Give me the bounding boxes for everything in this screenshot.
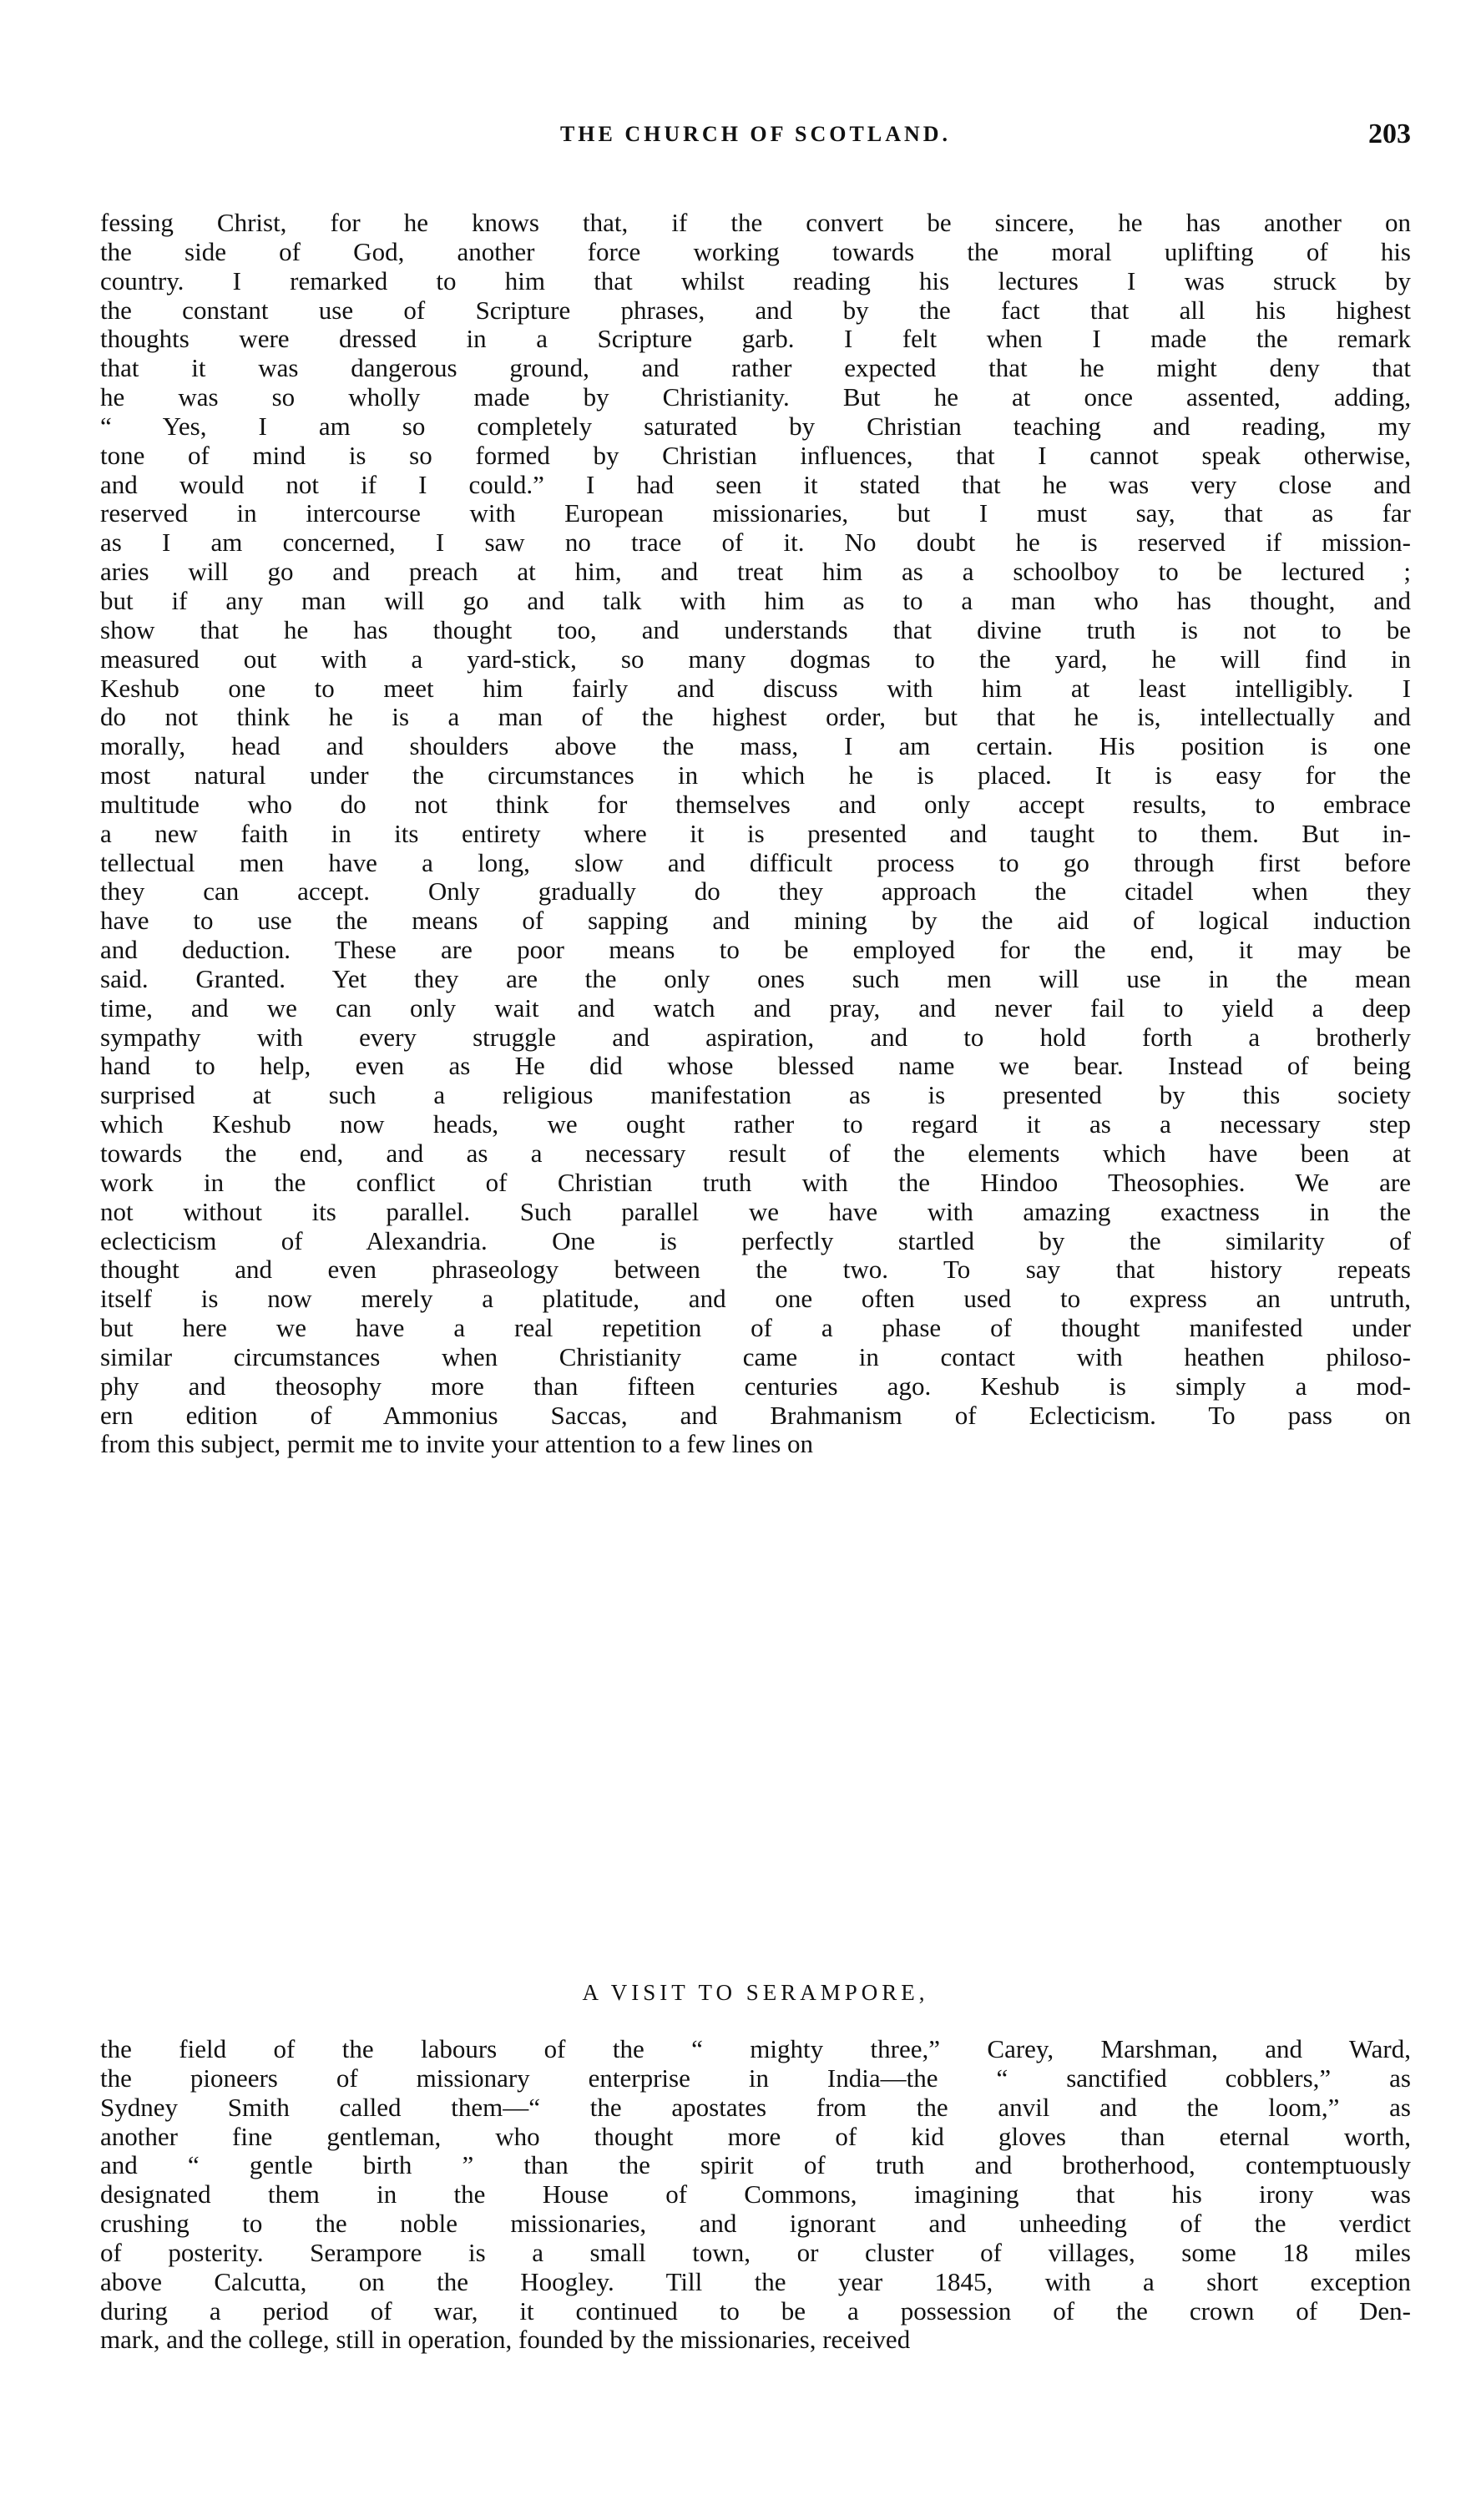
text-line: “ Yes, I am so completely saturated by Christian teaching and reading, my <box>100 412 1411 441</box>
text-line: multitude who do not think for themselves and only accept results, to embrace <box>100 790 1411 819</box>
text-line: sympathy with every struggle and aspiration, and to hold forth a brotherly <box>100 1023 1411 1052</box>
text-line: and would not if I could.” I had seen it stated that he was very close and <box>100 470 1411 499</box>
text-line: morally, head and shoulders above the mass, I am certain. His position is one <box>100 732 1411 761</box>
text-line: hand to help, even as He did whose blessed name we bear. Instead of being <box>100 1052 1411 1081</box>
text-line: measured out with a yard-stick, so many dogmas to the yard, he will find in <box>100 644 1411 674</box>
text-line: they can accept. Only gradually do they approach the citadel when they <box>100 877 1411 906</box>
text-line: show that he has thought too, and understands that divine truth is not to be <box>100 615 1411 644</box>
section-heading: A VISIT TO SERAMPORE, <box>582 1980 929 2005</box>
text-line: but here we have a real repetition of a phase of thought manifested under <box>100 1314 1411 1343</box>
text-line: said. Granted. Yet they are the only ones such men will use in the mean <box>100 964 1411 993</box>
text-line: eclecticism of Alexandria. One is perfectly startled by the similarity of <box>100 1226 1411 1255</box>
text-line: that it was dangerous ground, and rather expected that he might deny that <box>100 354 1411 383</box>
text-line: above Calcutta, on the Hoogley. Till the year 1845, with a short exception <box>100 2267 1411 2296</box>
text-line: he was so wholly made by Christianity. But he at once assented, adding, <box>100 383 1411 412</box>
text-line: as I am concerned, I saw no trace of it. No doubt he is reserved if mission- <box>100 528 1411 558</box>
text-line: itself is now merely a platitude, and one often used to express an untruth, <box>100 1285 1411 1314</box>
text-line: designated them in the House of Commons, imagining that his irony was <box>100 2180 1411 2209</box>
text-line: reserved in intercourse with European missionaries, but I must say, that as far <box>100 499 1411 528</box>
text-line: the side of God, another force working towards the moral uplifting of his <box>100 237 1411 266</box>
text-line: surprised at such a religious manifestation as is presented by this society <box>100 1081 1411 1110</box>
text-line: tellectual men have a long, slow and difficult process to go through first before <box>100 848 1411 877</box>
text-line: the pioneers of missionary enterprise in India—the “ sanctified cobblers,” as <box>100 2063 1411 2093</box>
text-line: thoughts were dressed in a Scripture garb. I felt when I made the remark <box>100 325 1411 354</box>
text-line: fessing Christ, for he knows that, if the convert be sincere, he has another on <box>100 209 1411 237</box>
text-line: country. I remarked to him that whilst reading his lectures I was struck by <box>100 266 1411 295</box>
text-line: and deduction. These are poor means to be employed for the end, it may be <box>100 936 1411 965</box>
text-line: which Keshub now heads, we ought rather to regard it as a necessary step <box>100 1110 1411 1139</box>
text-line: thought and even phraseology between the two. To say that history repeats <box>100 1255 1411 1285</box>
text-line: time, and we can only wait and watch and pray, and never fail to yield a deep <box>100 993 1411 1023</box>
text-line: during a period of war, it continued to be a possession of the crown of Den- <box>100 2296 1411 2326</box>
text-line: Keshub one to meet him fairly and discuss with him at least intelligibly. I <box>100 674 1411 703</box>
text-line: do not think he is a man of the highest order, but that he is, intellectually and <box>100 703 1411 732</box>
running-title: THE CHURCH OF SCOTLAND. <box>559 122 952 146</box>
text-line: have to use the means of sapping and mining by the aid of logical induction <box>100 906 1411 936</box>
text-line: work in the conflict of Christian truth with the Hindoo Theosophies. We are <box>100 1168 1411 1197</box>
text-line: mark, and the college, still in operation, founded by the missionaries, received <box>100 2326 911 2355</box>
text-line: and “ gentle birth ” than the spirit of truth and brotherhood, contemptuously <box>100 2151 1411 2180</box>
running-head <box>100 119 1411 164</box>
text-line: but if any man will go and talk with him as to a man who has thought, and <box>100 586 1411 615</box>
text-line: from this subject, permit me to invite your attention to a few lines on <box>100 1430 814 1459</box>
text-line: not without its parallel. Such parallel we have with amazing exactness in the <box>100 1197 1411 1226</box>
text-line: tone of mind is so formed by Christian influences, that I cannot speak otherwise, <box>100 441 1411 470</box>
text-line: the field of the labours of the “ mighty three,” Carey, Marshman, and Ward, <box>100 2035 1411 2063</box>
text-line: ern edition of Ammonius Saccas, and Brahmanism of Eclecticism. To pass on <box>100 1401 1411 1430</box>
text-line: similar circumstances when Christianity came in contact with heathen philoso- <box>100 1342 1411 1371</box>
text-line: towards the end, and as a necessary result of the elements which have been at <box>100 1139 1411 1168</box>
body-text-part-2 <box>100 2035 1411 2355</box>
page-number: 203 <box>1368 119 1411 149</box>
text-line: phy and theosophy more than fifteen centuries ago. Keshub is simply a mod- <box>100 1371 1411 1401</box>
text-line: aries will go and preach at him, and treat him as a schoolboy to be lectured ; <box>100 558 1411 587</box>
text-line: crushing to the noble missionaries, and ignorant and unheeding of the verdict <box>100 2209 1411 2239</box>
text-line: most natural under the circumstances in which he is placed. It is easy for the <box>100 761 1411 790</box>
text-line: the constant use of Scripture phrases, and by the fact that all his highest <box>100 295 1411 325</box>
body-text-part-1 <box>100 209 1411 1459</box>
text-line: a new faith in its entirety where it is presented and taught to them. But in- <box>100 819 1411 848</box>
text-line: of posterity. Serampore is a small town, or cluster of villages, some 18 miles <box>100 2238 1411 2267</box>
text-line: Sydney Smith called them—“ the apostates from the anvil and the loom,” as <box>100 2093 1411 2122</box>
text-line: another fine gentleman, who thought more of kid gloves than eternal worth, <box>100 2122 1411 2151</box>
